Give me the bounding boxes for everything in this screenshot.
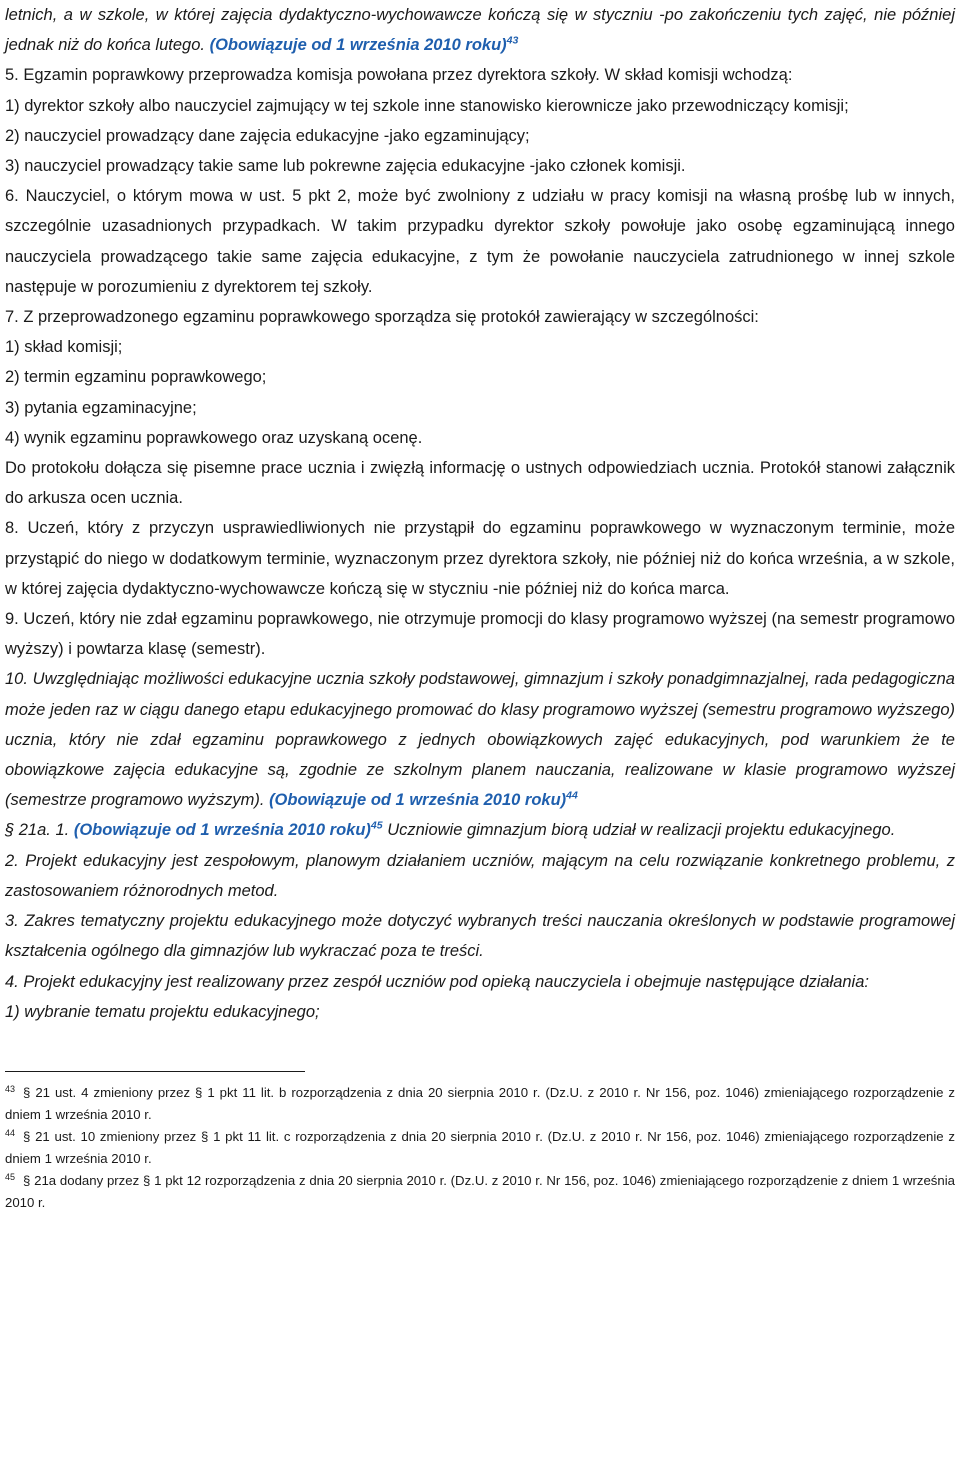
footnote-text: § 21a dodany przez § 1 pkt 12 rozporządzenia z dnia 20 sierpnia 2010 r. (Dz.U. z 2010 r. Nr 156, poz. 1046) zmieniającego rozporządzenie z dniem 1 września 2010 r. [5,1172,955,1210]
paragraph-10 [5,664,955,815]
amendment-note: (Obowiązuje od 1 września 2010 roku) [73,821,371,840]
footnote-number: 43 [5,1083,16,1094]
paragraph-10-text: 10. Uwzględniając możliwości edukacyjne ucznia szkoły podstawowej, gimnazjum i szkoły ponadgimnazjalnej, rada pedagogiczna może jeden raz w ciągu danego etapu edukacyjnego promować do klasy programowo wyższej (semestru programowo wyższego) ucznia, który nie zdał egzaminu poprawkowego z jednych obowiązkowych zajęć edukacyjnych, pod warunkiem że te obowiązkowe zajęcia edukacyjne są, zgodnie ze szkolnym planem nauczania, realizowane w klasie programowo wyższej (semestrze programowo wyższym). [5,670,955,810]
paragraph-8: 8. Uczeń, który z przyczyn usprawiedliwionych nie przystąpił do egzaminu poprawkowego w wyznaczonym terminie, może przystąpić do niego w dodatkowym terminie, wyznaczonym przez dyrektora szkoły, nie później niż do końca września, a w szkole, w której zajęcia dydaktyczno-wychowawcze kończą się w styczniu -nie później niż do końca marca. [5,519,955,598]
amendment-note: (Obowiązuje od 1 września 2010 roku) [269,791,567,810]
footnote-45 [5,1170,955,1214]
footnote-ref-44[interactable]: 44 [566,789,578,802]
paragraph-5: 5. Egzamin poprawkowy przeprowadza komisja powołana przez dyrektora szkoły. W skład komisji wchodzą: [5,66,793,85]
paragraph-continuation [5,0,955,60]
paragraph-7-attachment: Do protokołu dołącza się pisemne prace ucznia i zwięzłą informację o ustnych odpowiedziach ucznia. Protokół stanowi załącznik do arkusza ocen ucznia. [5,459,955,508]
footnote-number: 44 [5,1127,16,1138]
footnote-44 [5,1126,955,1170]
list-item: 3) pytania egzaminacyjne; [5,398,197,417]
paragraph-9: 9. Uczeń, który nie zdał egzaminu poprawkowego, nie otrzymuje promocji do klasy programowo wyższej (na semestr programowo wyższy) i powtarza klasę (semestr). [5,610,955,659]
footnote-separator [5,1071,305,1072]
list-item: 1) dyrektor szkoły albo nauczyciel zajmujący w tej szkole inne stanowisko kierownicze jako przewodniczący komisji; [5,96,849,115]
section-21a-1-text: Uczniowie gimnazjum biorą udział w realizacji projektu edukacyjnego. [387,821,896,840]
list-item: 2) termin egzaminu poprawkowego; [5,368,267,387]
footnote-ref-43[interactable]: 43 [506,34,519,47]
list-item: 1) skład komisji; [5,338,123,357]
footnote-text: § 21 ust. 4 zmieniony przez § 1 pkt 11 lit. b rozporządzenia z dnia 20 sierpnia 2010 r. (Dz.U. z 2010 r. Nr 156, poz. 1046) zmieniającego rozporządzenie z dniem 1 września 2010 r. [5,1084,955,1122]
list-item: 3) nauczyciel prowadzący takie same lub pokrewne zajęcia edukacyjne -jako członek komisji. [5,157,686,176]
footnote-text: § 21 ust. 10 zmieniony przez § 1 pkt 11 lit. c rozporządzenia z dnia 20 sierpnia 2010 r. (Dz.U. z 2010 r. Nr 156, poz. 1046) zmieniającego rozporządzenie z dniem 1 września 2010 r. [5,1128,955,1166]
paragraph-7: 7. Z przeprowadzonego egzaminu poprawkowego sporządza się protokół zawierający w szczególności: [5,308,759,327]
amendment-note: (Obowiązuje od 1 września 2010 roku) [209,36,507,55]
footnote-43 [5,1082,955,1126]
footnote-number: 45 [5,1171,16,1182]
list-item: 4) wynik egzaminu poprawkowego oraz uzyskaną ocenę. [5,428,423,447]
paragraph-6: 6. Nauczyciel, o którym mowa w ust. 5 pkt 2, może być zwolniony z udziału w pracy komisji na własną prośbę lub w innych, szczególnie uzasadnionych przypadkach. W takim przypadku dyrektor szkoły powołuje jako osobę egzaminującą innego nauczyciela prowadzącego takie same zajęcia edukacyjne, z tym że powołanie nauczyciela zatrudnionego w innej szkole następuje w porozumieniu z dyrektorem tej szkoły. [5,187,955,296]
footnote-ref-45[interactable]: 45 [370,819,383,832]
section-lead: § 21a. 1. [5,821,70,840]
list-item: 1) wybranie tematu projektu edukacyjnego; [5,1002,320,1021]
section-21a-1 [5,815,955,845]
document-page [5,0,955,1214]
list-item: 2) nauczyciel prowadzący dane zajęcia edukacyjne -jako egzaminujący; [5,126,530,145]
section-21a-2: 2. Projekt edukacyjny jest zespołowym, planowym działaniem uczniów, mającym na celu rozwiązanie konkretnego problemu, z zastosowaniem różnorodnych metod. [5,851,955,900]
section-21a-3: 3. Zakres tematyczny projektu edukacyjnego może dotyczyć wybranych treści nauczania określonych w podstawie programowej kształcenia ogólnego dla gimnazjów lub wykraczać poza te treści. [5,912,955,961]
section-21a-4: 4. Projekt edukacyjny jest realizowany przez zespół uczniów pod opieką nauczyciela i obejmuje następujące działania: [5,972,869,991]
continuation-text: letnich, a w szkole, w której zajęcia dydaktyczno-wychowawcze kończą się w styczniu -po zakończeniu tych zajęć, nie później jednak niż do końca lutego. [5,6,955,55]
